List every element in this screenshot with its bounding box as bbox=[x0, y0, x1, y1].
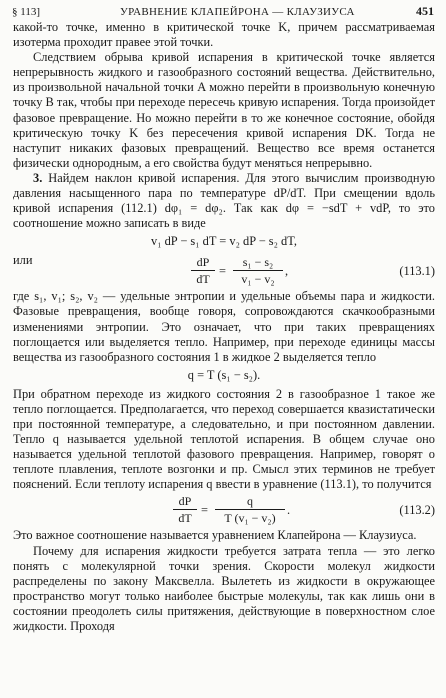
paragraph-continuity: Следствием обрыва кривой испарения в критической точке является непрерывность жидкого и газообразного состояний вещества. Действительно, из произвольной начальной точки A можно перейти в произвольную конечную точку B так, чтобы при переходе пересечь кривую испарения. Тогда произойдет фазовое превращение. Но можно перейти в то же конечное состояние, обойдя критическую точку K без пересечения кривой испарения DK. Тогда не наступит никаких фазовых превращений. Вещество все время останется физически однородным, а его свойства будут меняться непрерывно. bbox=[13, 50, 435, 170]
running-header bbox=[12, 4, 434, 20]
fraction-numerator: s₁ − s₂ bbox=[242, 255, 274, 270]
equation-heat bbox=[13, 365, 435, 387]
section-marker: § 113] bbox=[12, 6, 41, 18]
fraction-clapeyron bbox=[215, 494, 285, 525]
fraction-denominator: T (v₁ − v₂) bbox=[224, 511, 276, 526]
fraction-denominator: v₁ − v₂ bbox=[241, 272, 275, 287]
equation-text: q = T (s₁ − s₂). bbox=[187, 367, 261, 382]
paragraph-clapeyron-name: Это важное соотношение называется уравнением Клапейрона — Клаузиуса. bbox=[13, 528, 417, 543]
word-ili: или bbox=[13, 253, 33, 268]
paragraph-molecular: Почему для испарения жидкости требуется затрата тепла — это легко понять с молекулярной точки зрения. Скорости молекул жидкости распределены по закону Максвелла. Вылететь из жидкости в окружающее пространство могут только наиболее быстрые молекулы, так как лишь они в состоянии преодолеть силы притяжения, действующие в поверхностном слое жидкости. Проходя bbox=[13, 543, 435, 633]
fraction-bar bbox=[173, 509, 197, 510]
running-title: УРАВНЕНИЕ КЛАПЕЙРОНА — КЛАУЗИУСА bbox=[120, 6, 355, 18]
fraction-denominator: dT bbox=[196, 272, 210, 287]
item-number: 3. bbox=[33, 170, 43, 185]
fraction-dp-dt bbox=[191, 255, 215, 286]
equation-punct: , bbox=[285, 264, 289, 279]
fraction-dp-dt bbox=[173, 494, 197, 525]
equation-punct: . bbox=[287, 503, 291, 518]
fraction-numerator: dP bbox=[196, 255, 210, 270]
paragraph-slope-text: Найдем наклон кривой испарения. Для этого вычислим производную давления насыщенного пара по температуре dP/dT. При смещении вдоль кривой испарения (112.1) dφ₁ = dφ₂. Так как dφ = −sdT + vdP, то это соотношение можно записать в виде bbox=[13, 170, 435, 231]
equation-entropy-volume bbox=[13, 231, 435, 253]
equation-number: (113.2) bbox=[399, 503, 435, 518]
fraction-bar bbox=[233, 270, 283, 271]
equation-113-1: или dP dT = s₁ − s₂ v₁ − v₂ , (113.1) bbox=[13, 253, 435, 287]
equation-text: v₁ dP − s₁ dT = v₂ dP − s₂ dT, bbox=[151, 234, 297, 249]
paragraph-phase-heat: где s₁, v₁; s₂, v₂ — удельные энтропии и удельные объемы пара и жидкости. Фазовые превращения, вообще говоря, сопровождаются скачкообразными изменениями энтропии. Это означает, что при таких превращениях поглощается или выделяется тепло. Например, при переходе единицы массы вещества из газообразного состояния 1 в жидкое 2 выделяется тепло bbox=[13, 289, 435, 364]
fraction-numerator: dP bbox=[178, 494, 192, 509]
paragraph-latent-heat: При обратном переходе из жидкого состояния 2 в газообразное 1 такое же тепло поглощается. Предполагается, что переход совершается квазистатически при постоянной температуре, а следовательно, и при постоянном давлении. Тепло q называется удельной теплотой испарения. В общем случае оно называется удельной теплотой фазового превращения. Например, говорят о теплоте плавления, теплоте возгонки и пр. Смысл этих терминов не требует пояснений. Если теплоту испарения q ввести в уравнение (113.1), то получится bbox=[13, 386, 435, 492]
fraction-numerator: q bbox=[247, 494, 253, 509]
page-body bbox=[13, 20, 435, 634]
fraction-bar bbox=[191, 270, 215, 271]
paragraph-slope bbox=[13, 171, 435, 231]
equation-number: (113.1) bbox=[399, 264, 435, 279]
paragraph-continuation: какой-то точке, именно в критической точке K, причем рассматриваемая изотерма проходит правее этой точки. bbox=[13, 20, 435, 50]
equation-113-2: dP dT = q T (v₁ − v₂) . (113.2) bbox=[13, 492, 435, 528]
fraction-bar bbox=[215, 509, 285, 510]
fraction-denominator: dT bbox=[178, 511, 192, 526]
page-number: 451 bbox=[416, 4, 434, 18]
fraction-entropy-volume bbox=[233, 255, 283, 286]
